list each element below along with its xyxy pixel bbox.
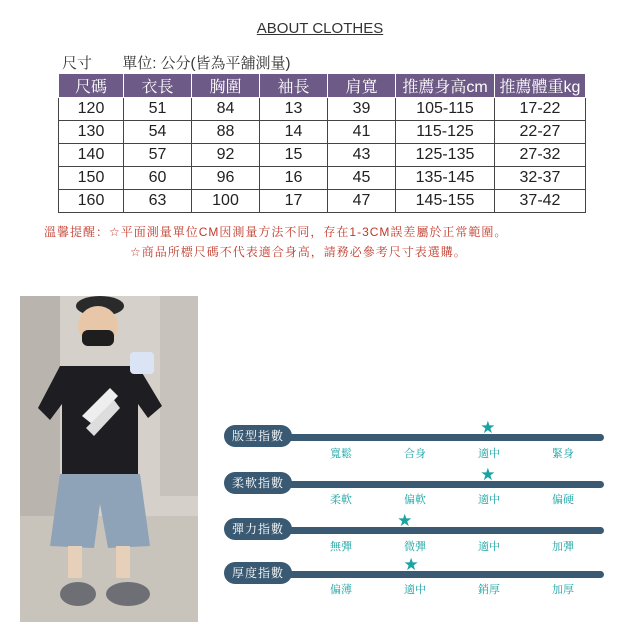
- table-cell: 47: [328, 190, 396, 213]
- table-cell: 140: [59, 144, 124, 167]
- table-cell: 150: [59, 167, 124, 190]
- index-option: 偏硬: [552, 494, 574, 506]
- star-icon: ★: [480, 418, 496, 437]
- table-cell: 100: [192, 190, 260, 213]
- index-option: 加厚: [552, 584, 574, 596]
- table-cell: 135-145: [396, 167, 495, 190]
- table-cell: 15: [260, 144, 328, 167]
- table-cell: 32-37: [495, 167, 586, 190]
- table-cell: 14: [260, 121, 328, 144]
- table-cell: 57: [124, 144, 192, 167]
- size-label: 尺寸: [62, 55, 93, 72]
- table-cell: 17-22: [495, 98, 586, 121]
- index-option: 偏薄: [330, 584, 352, 596]
- table-cell: 51: [124, 98, 192, 121]
- table-cell: 39: [328, 98, 396, 121]
- header-height: 推薦身高cm: [396, 74, 495, 98]
- table-cell: 115-125: [396, 121, 495, 144]
- index-options-thickness: [224, 581, 604, 595]
- index-option: 柔軟: [330, 494, 352, 506]
- index-bar: [284, 434, 604, 441]
- size-table: [58, 73, 586, 213]
- page-title: ABOUT CLOTHES: [256, 20, 384, 37]
- table-cell: 13: [260, 98, 328, 121]
- table-cell: 43: [328, 144, 396, 167]
- table-cell: 92: [192, 144, 260, 167]
- index-option: 適中: [478, 541, 500, 553]
- index-option: 寬鬆: [330, 448, 352, 460]
- index-bar: [284, 527, 604, 534]
- table-cell: 63: [124, 190, 192, 213]
- header-size: 尺碼: [59, 74, 124, 98]
- table-row: [59, 190, 586, 213]
- index-options-stretch: [224, 538, 604, 552]
- table-cell: 60: [124, 167, 192, 190]
- model-illustration: [20, 296, 198, 622]
- index-option: 緊身: [552, 448, 574, 460]
- table-cell: 96: [192, 167, 260, 190]
- star-icon: ★: [397, 511, 413, 530]
- unit-label: 單位: 公分(皆為平舖測量): [122, 55, 291, 72]
- table-cell: 45: [328, 167, 396, 190]
- star-icon: ★: [480, 465, 496, 484]
- header-sleeve: 袖長: [260, 74, 328, 98]
- header-length: 衣長: [124, 74, 192, 98]
- index-label-fit: 版型指數: [224, 425, 292, 447]
- table-cell: 145-155: [396, 190, 495, 213]
- table-cell: 130: [59, 121, 124, 144]
- index-option: 銷厚: [478, 584, 500, 596]
- table-cell: 37-42: [495, 190, 586, 213]
- table-cell: 17: [260, 190, 328, 213]
- table-row: [59, 98, 586, 121]
- table-cell: 105-115: [396, 98, 495, 121]
- index-options-fit: [224, 445, 604, 459]
- table-cell: 160: [59, 190, 124, 213]
- index-option: 適中: [478, 448, 500, 460]
- table-cell: 27-32: [495, 144, 586, 167]
- star-icon: ★: [403, 555, 419, 574]
- notes: [44, 222, 507, 262]
- table-row: [59, 144, 586, 167]
- note-line-1: 溫馨提醒：☆平面測量單位CM因測量方法不同，存在1-3CM誤差屬於正常範圍。: [44, 225, 508, 239]
- header-chest: 胸圍: [192, 74, 260, 98]
- index-option: 適中: [404, 584, 426, 596]
- table-row: [59, 167, 586, 190]
- index-option: 合身: [404, 448, 426, 460]
- table-cell: 16: [260, 167, 328, 190]
- size-table-header-row: [59, 74, 586, 98]
- note-line-2: ☆商品所標尺碼不代表適合身高，請務必參考尺寸表選購。: [130, 245, 467, 259]
- header-shoulder: 肩寬: [328, 74, 396, 98]
- table-cell: 120: [59, 98, 124, 121]
- index-option: 偏軟: [404, 494, 426, 506]
- table-cell: 88: [192, 121, 260, 144]
- index-label-thickness: 厚度指數: [224, 562, 292, 584]
- index-option: 無彈: [330, 541, 352, 553]
- table-cell: 125-135: [396, 144, 495, 167]
- table-cell: 41: [328, 121, 396, 144]
- index-option: 微彈: [404, 541, 426, 553]
- table-cell: 22-27: [495, 121, 586, 144]
- index-bar: [284, 481, 604, 488]
- table-cell: 54: [124, 121, 192, 144]
- index-label-stretch: 彈力指數: [224, 518, 292, 540]
- index-options-softness: [224, 491, 604, 505]
- table-row: [59, 121, 586, 144]
- index-bar: [284, 571, 604, 578]
- index-option: 適中: [478, 494, 500, 506]
- product-photo: [20, 296, 198, 622]
- header-weight: 推薦體重kg: [495, 74, 586, 98]
- index-label-softness: 柔軟指數: [224, 472, 292, 494]
- table-cell: 84: [192, 98, 260, 121]
- unit-row: [62, 52, 317, 73]
- index-option: 加彈: [552, 541, 574, 553]
